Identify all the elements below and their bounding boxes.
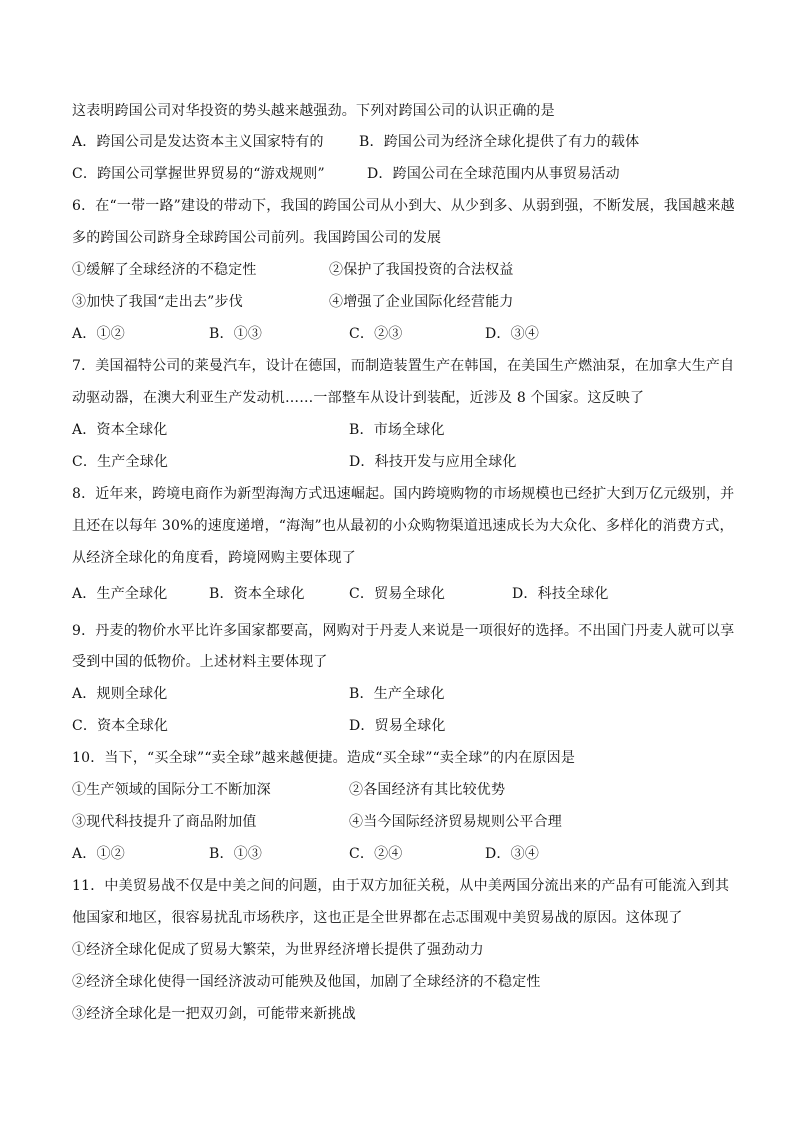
q11-statement-2: ②经济全球化使得一国经济波动可能殃及他国，加剧了全球经济的不稳定性 xyxy=(72,974,541,990)
q9-option-c[interactable]: C．资本全球化 xyxy=(72,718,169,734)
q11-stem-line1: 11．中美贸易战不仅是中美之间的问题，由于双方加征关税，从中美两国分流出来的产品有可能流入到其 xyxy=(72,878,730,894)
q6-stem-line1: 6．在“一带一路”建设的带动下，我国的跨国公司从小到大、从少到多、从弱到强，不断发展，我国越来越 xyxy=(72,198,735,214)
q9-option-d[interactable]: D．贸易全球化 xyxy=(349,718,446,734)
q8-stem-line2: 且还在以每年 30%的速度递增，“海淘”也从最初的小众购物渠道迅速成长为大众化、多样化的消费方式， xyxy=(72,518,734,534)
q10-statement-3: ③现代科技提升了商品附加值 xyxy=(72,814,257,830)
q6-option-a[interactable]: A．①② xyxy=(72,326,125,342)
q11-stem-line2: 他国家和地区，很容易扰乱市场秩序，这也正是全世界都在忐忑围观中美贸易战的原因。这体现了 xyxy=(72,910,683,926)
q10-statement-4: ④当今国际经济贸易规则公平合理 xyxy=(349,814,562,830)
q10-statement-2: ②各国经济有其比较优势 xyxy=(349,782,506,798)
q5-option-c[interactable]: C．跨国公司掌握世界贸易的“游戏规则” xyxy=(72,166,325,182)
q7-stem-line2: 动驱动器，在澳大利亚生产发动机……一部整车从设计到装配，近涉及 8 个国家。这反映了 xyxy=(72,390,645,406)
q5-option-d[interactable]: D．跨国公司在全球范围内从事贸易活动 xyxy=(367,166,620,182)
q9-option-b[interactable]: B．生产全球化 xyxy=(349,686,445,702)
q9-option-a[interactable]: A．规则全球化 xyxy=(72,686,168,702)
q10-option-d[interactable]: D．③④ xyxy=(485,846,540,862)
q11-statement-3: ③经济全球化是一把双刃剑，可能带来新挑战 xyxy=(72,1006,356,1022)
q10-option-c[interactable]: C．②④ xyxy=(349,846,403,862)
q7-option-c[interactable]: C．生产全球化 xyxy=(72,454,169,470)
q5-option-b[interactable]: B．跨国公司为经济全球化提供了有力的载体 xyxy=(359,134,640,150)
q7-stem-line1: 7．美国福特公司的莱曼汽车，设计在德国，而制造装置生产在韩国，在美国生产燃油泵，在加拿大生产自 xyxy=(72,358,735,374)
q8-option-c[interactable]: C．贸易全球化 xyxy=(349,586,446,602)
q10-option-a[interactable]: A．①② xyxy=(72,846,125,862)
q6-statement-4: ④增强了企业国际化经营能力 xyxy=(329,294,514,310)
q8-option-b[interactable]: B．资本全球化 xyxy=(209,586,305,602)
q6-stem-line2: 多的跨国公司跻身全球跨国公司前列。我国跨国公司的发展 xyxy=(72,230,442,246)
q6-option-d[interactable]: D．③④ xyxy=(485,326,540,342)
q8-option-d[interactable]: D．科技全球化 xyxy=(512,586,609,602)
q5-stem-tail: 这表明跨国公司对华投资的势头越来越强劲。下列对跨国公司的认识正确的是 xyxy=(72,103,555,119)
q6-option-c[interactable]: C．②③ xyxy=(349,326,403,342)
q8-stem-line1: 8．近年来，跨境电商作为新型海淘方式迅速崛起。国内跨境购物的市场规模也已经扩大到万亿元级别，并 xyxy=(72,486,735,502)
q6-option-b[interactable]: B．①③ xyxy=(209,326,263,342)
q6-statement-2: ②保护了我国投资的合法权益 xyxy=(329,262,514,278)
q6-statement-1: ①缓解了全球经济的不稳定性 xyxy=(72,262,257,278)
q10-option-b[interactable]: B．①③ xyxy=(209,846,263,862)
q11-statement-1: ①经济全球化促成了贸易大繁荣，为世界经济增长提供了强劲动力 xyxy=(72,942,484,958)
q7-option-b[interactable]: B．市场全球化 xyxy=(349,422,445,438)
q9-stem-line1: 9．丹麦的物价水平比许多国家都要高，网购对于丹麦人来说是一项很好的选择。不出国门丹麦人就可以享 xyxy=(72,623,735,639)
q10-stem: 10．当下，“买全球”“卖全球”越来越便捷。造成“买全球”“卖全球”的内在原因是 xyxy=(72,750,576,766)
q5-option-a[interactable]: A．跨国公司是发达资本主义国家特有的 xyxy=(72,134,324,150)
q8-option-a[interactable]: A．生产全球化 xyxy=(72,586,168,602)
q9-stem-line2: 受到中国的低物价。上述材料主要体现了 xyxy=(72,654,328,670)
q8-stem-line3: 从经济全球化的角度看，跨境网购主要体现了 xyxy=(72,550,356,566)
q6-statement-3: ③加快了我国“走出去”步伐 xyxy=(72,294,243,310)
q10-statement-1: ①生产领域的国际分工不断加深 xyxy=(72,782,271,798)
q7-option-a[interactable]: A．资本全球化 xyxy=(72,422,168,438)
q7-option-d[interactable]: D．科技开发与应用全球化 xyxy=(349,454,517,470)
